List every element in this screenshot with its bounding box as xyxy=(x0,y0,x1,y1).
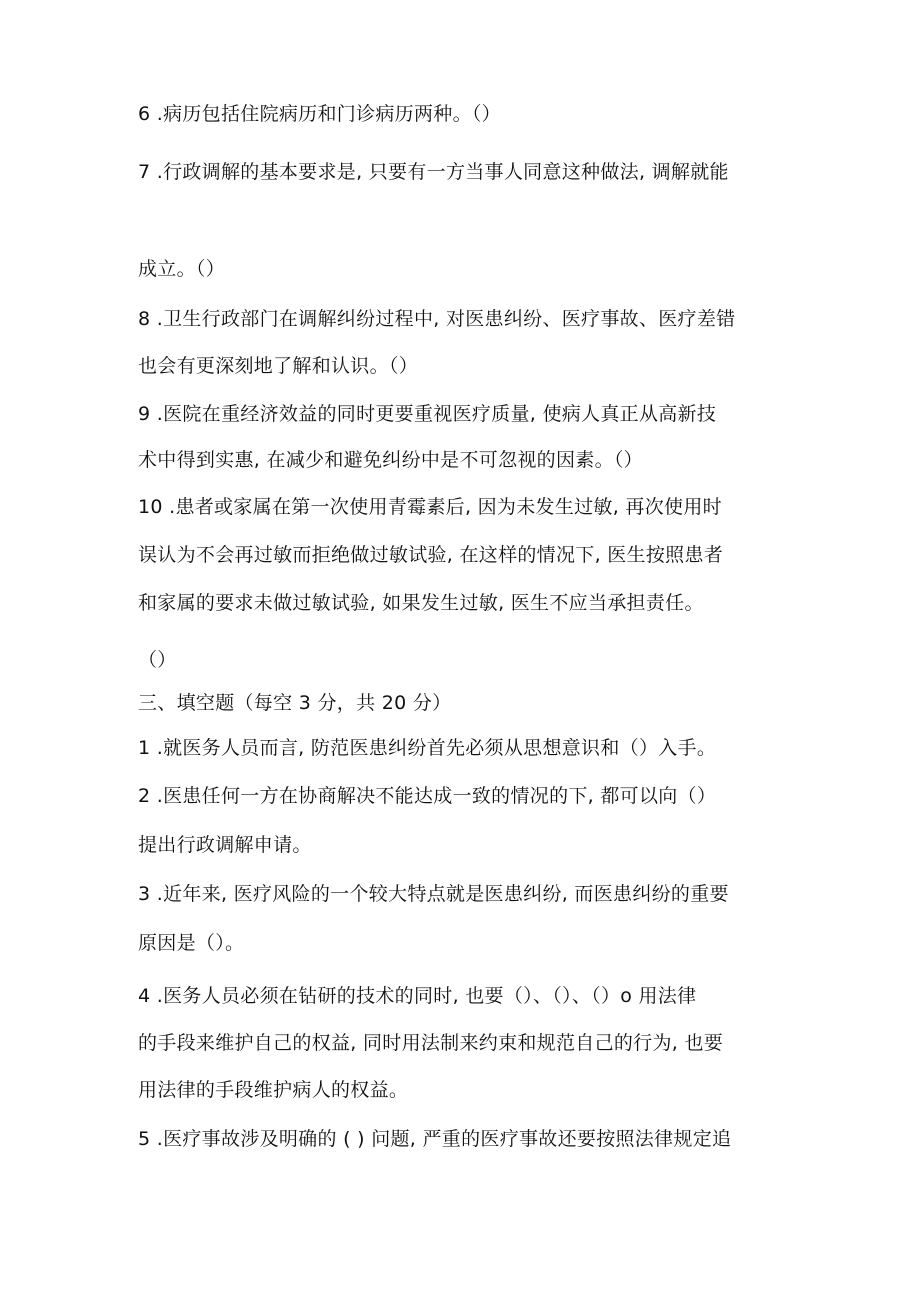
question-9-line-2: 术中得到实惠, 在减少和避免纠纷中是不可忽视的因素。（） xyxy=(138,449,643,471)
fill-question-1-line-1: 1 .就医务人员而言, 防范医患纠纷首先必须从思想意识和（）入手。 xyxy=(138,737,717,759)
fill-question-2-line-1: 2 .医患任何一方在协商解决不能达成一致的情况的下, 都可以向（） xyxy=(138,785,717,807)
question-9-line-1: 9 .医院在重经济效益的同时更要重视医疗质量, 使病人真正从高新技 xyxy=(138,403,717,425)
question-7-line-2: 成立。（） xyxy=(138,258,226,280)
fill-question-2-line-2: 提出行政调解申请。 xyxy=(138,834,312,856)
question-10-line-4: （） xyxy=(138,649,177,671)
question-7-line-1: 7 .行政调解的基本要求是, 只要有一方当事人同意这种做法, 调解就能 xyxy=(138,161,729,183)
fill-question-3-line-1: 3 .近年来, 医疗风险的一个较大特点就是医患纠纷, 而医患纠纷的重要 xyxy=(138,883,729,905)
question-8-line-2: 也会有更深刻地了解和认识。（） xyxy=(138,355,419,377)
fill-question-4-line-1: 4 .医务人员必须在钻研的技术的同时, 也要（）、（）、（）o 用法律 xyxy=(138,985,697,1007)
question-10-line-1: 10 .患者或家属在第一次使用青霉素后, 因为未发生过敏, 再次使用时 xyxy=(138,496,722,518)
fill-question-3-line-2: 原因是（）。 xyxy=(138,932,245,954)
question-6-line-1: 6 .病历包括住院病历和门诊病历两种。（） xyxy=(138,103,501,125)
question-8-line-1: 8 .卫生行政部门在调解纠纷过程中, 对医患纠纷、医疗事故、医疗差错 xyxy=(138,308,736,330)
fill-question-5-line-1: 5 .医疗事故涉及明确的 ( ) 问题, 严重的医疗事故还要按照法律规定追 xyxy=(138,1128,732,1150)
section-heading: 三、填空题（每空 3 分，共 20 分） xyxy=(138,692,452,714)
question-10-line-3: 和家属的要求未做过敏试验, 如果发生过敏, 医生不应当承担责任。 xyxy=(138,592,704,614)
fill-question-4-line-3: 用法律的手段维护病人的权益。 xyxy=(138,1079,409,1101)
fill-question-4-line-2: 的手段来维护自己的权益, 同时用法制来约束和规范自己的行为, 也要 xyxy=(138,1032,724,1054)
question-10-line-2: 误认为不会再过敏而拒绝做过敏试验, 在这样的情况下, 医生按照患者 xyxy=(138,544,724,566)
